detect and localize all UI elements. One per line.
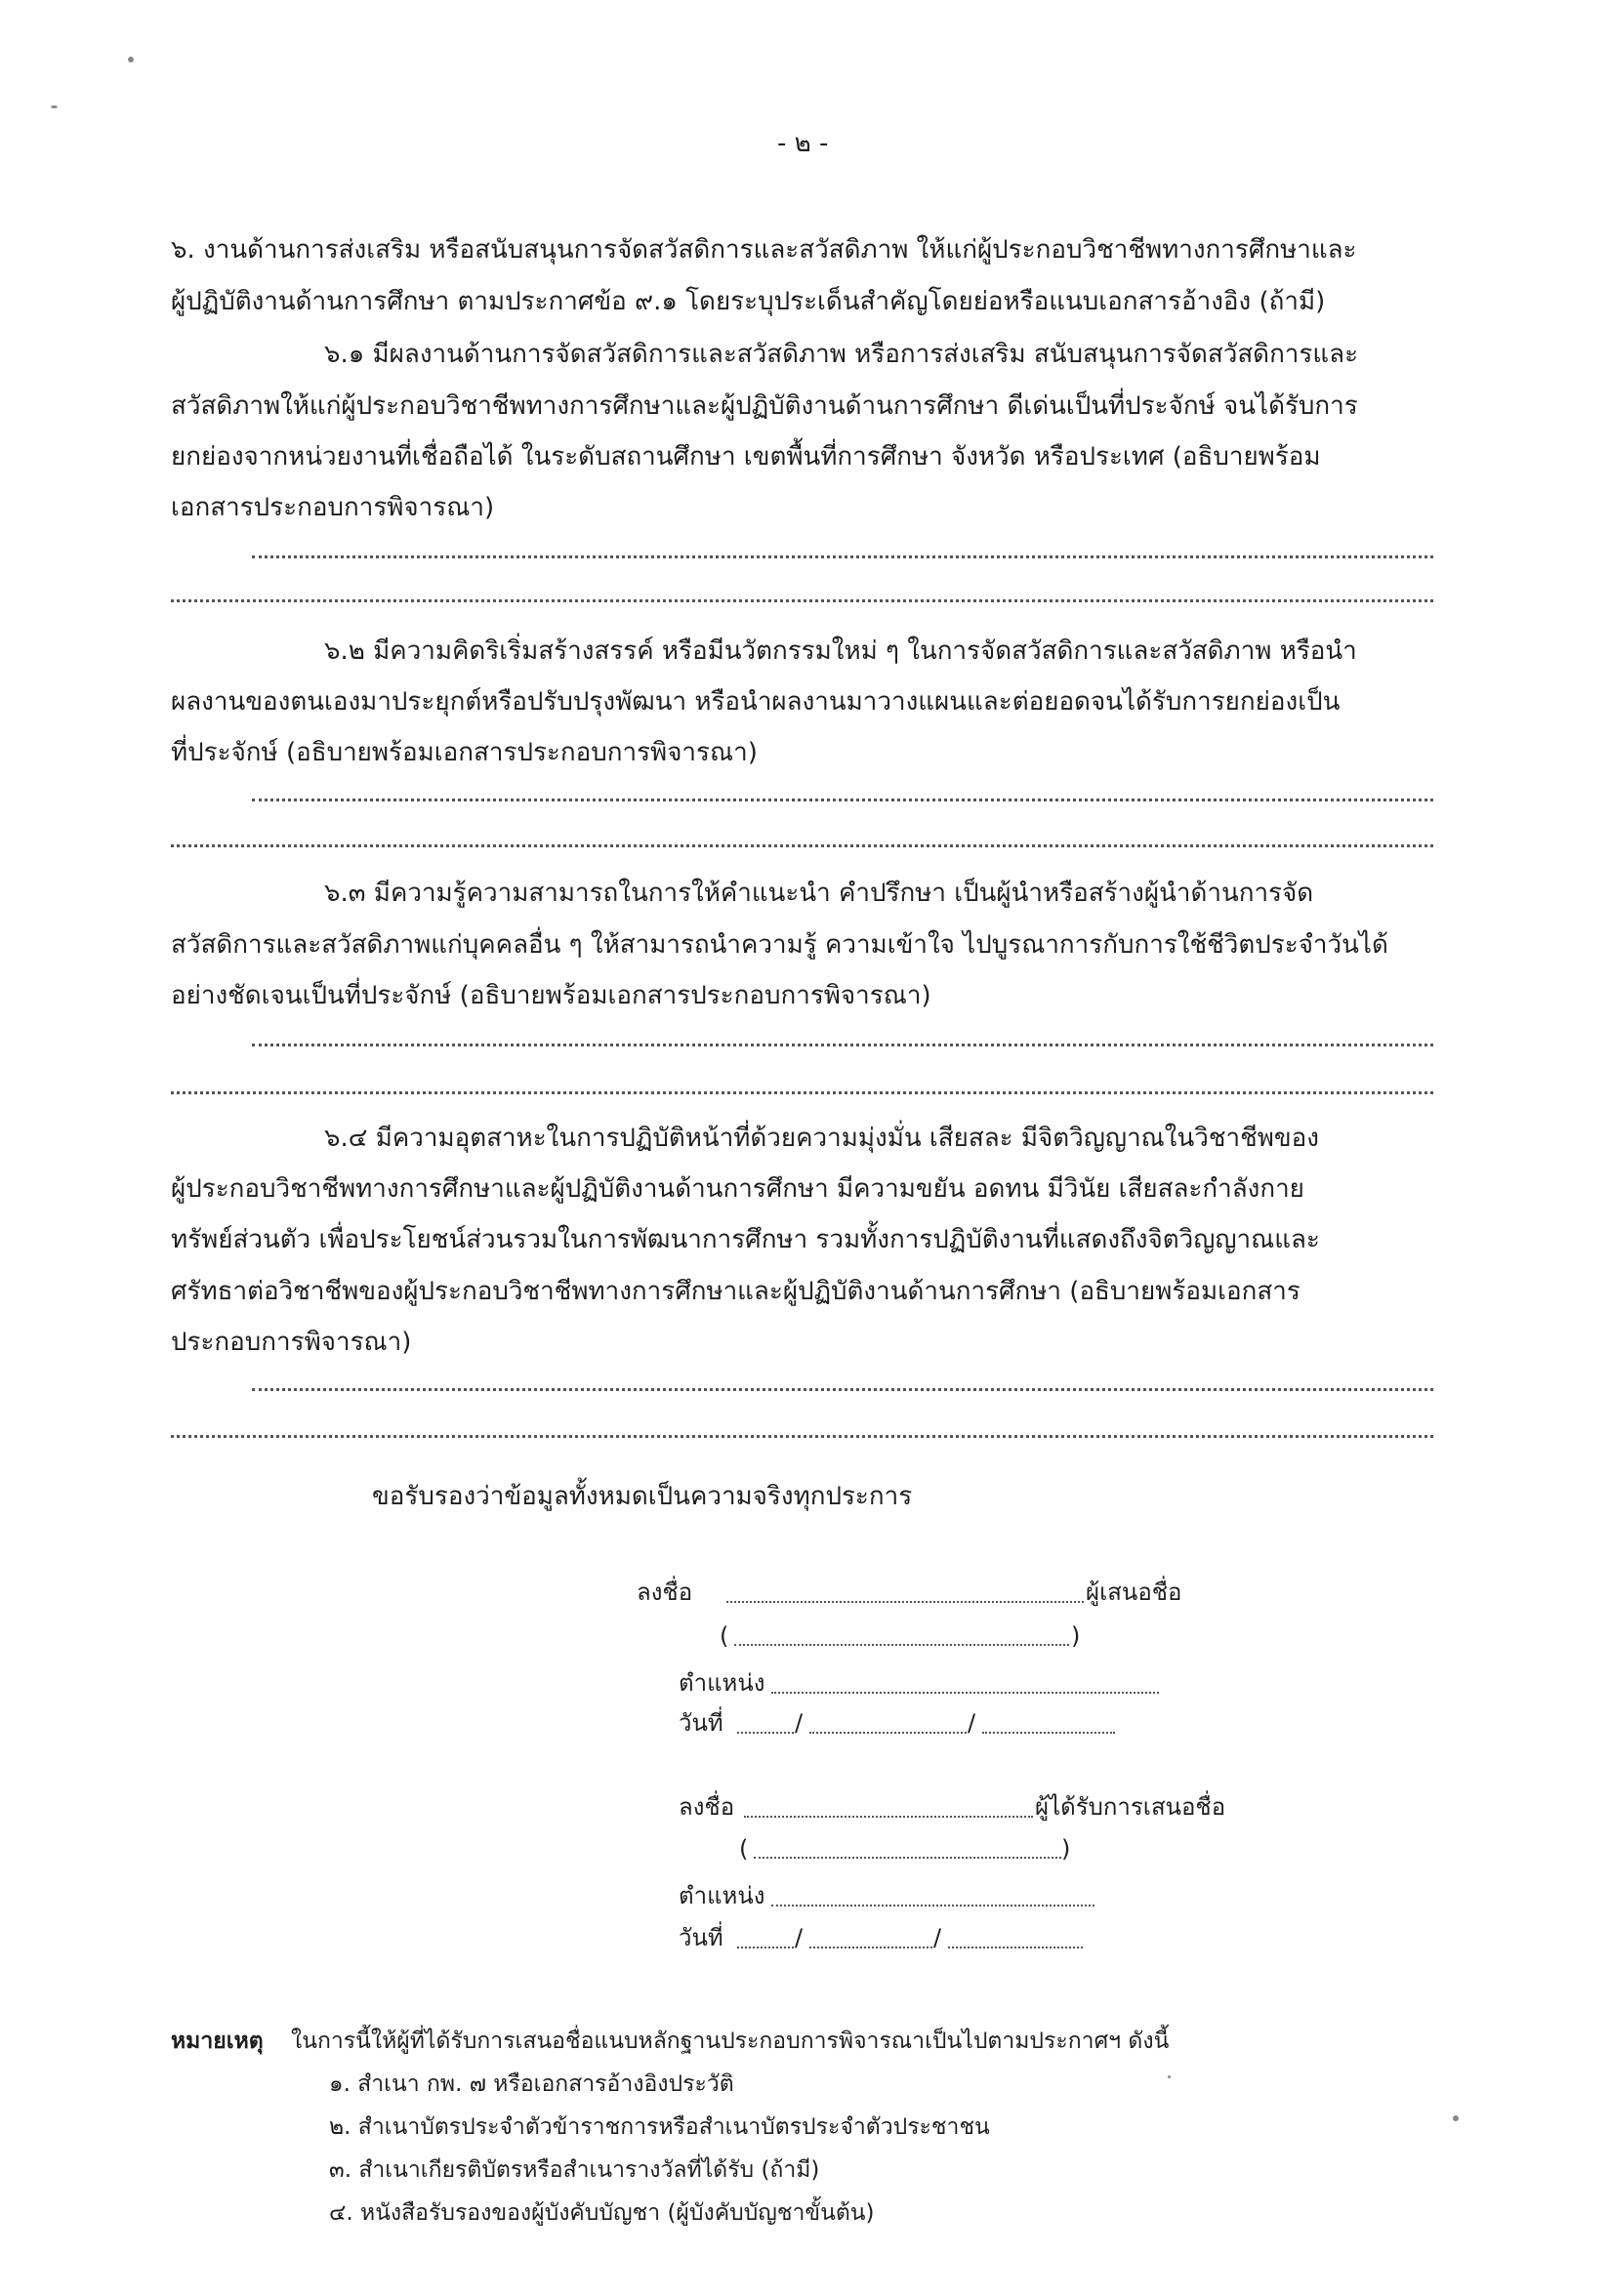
sign-label: ลงชื่อ — [679, 1793, 735, 1821]
note-item: ๒. สำเนาบัตรประจำตัวข้าราชการหรือสำเนาบัตรประจำตัวประชาชน — [329, 2114, 990, 2140]
sign-label: ลงชื่อ — [637, 1578, 693, 1606]
signature-line[interactable] — [726, 1601, 1084, 1603]
date-day-line[interactable] — [737, 1947, 794, 1948]
position-line[interactable] — [771, 1692, 1159, 1694]
nominee-role-label: ผู้ได้รับการเสนอชื่อ — [1035, 1793, 1226, 1821]
note-item: ๔. หนังสือรับรองของผู้บังคับบัญชา (ผู้บังคับบัญชาขั้นต้น) — [329, 2200, 875, 2226]
paren-close: ) — [1061, 1835, 1071, 1863]
scan-speck — [128, 57, 134, 62]
date-label: วันที่ — [679, 1709, 723, 1737]
paren-close: ) — [1071, 1622, 1081, 1650]
item-6-1-line: เอกสารประกอบการพิจารณา) — [171, 493, 495, 522]
item-6-4-line: ผู้ประกอบวิชาชีพทางการศึกษาและผู้ปฏิบัติงานด้านการศึกษา มีความขยัน อดทน มีวินัย เสียสละกำลังกาย — [171, 1174, 1304, 1204]
section-heading-line: ๖. งานด้านการส่งเสริม หรือสนับสนุนการจัดสวัสดิการและสวัสดิภาพ ให้แก่ผู้ประกอบวิชาชีพทางการศึกษาและ — [171, 235, 1357, 265]
name-line[interactable] — [754, 1857, 1061, 1859]
date-separator: / — [795, 1924, 804, 1951]
date-label: วันที่ — [679, 1924, 723, 1951]
note-text: ในการนี้ให้ผู้ที่ได้รับการเสนอชื่อแนบหลักฐานประกอบการพิจารณาเป็นไปตามประกาศฯ ดังนี้ — [291, 2029, 1170, 2054]
item-6-2-line: ที่ประจักษ์ (อธิบายพร้อมเอกสารประกอบการพิจารณา) — [171, 738, 758, 767]
paren-open: ( — [739, 1835, 749, 1863]
scan-speck — [1453, 2115, 1459, 2121]
date-separator: / — [968, 1709, 976, 1737]
item-6-4-line: ประกอบการพิจารณา) — [171, 1328, 412, 1357]
item-6-4-line: ทรัพย์ส่วนตัว เพื่อประโยชน์ส่วนรวมในการพัฒนาการศึกษา รวมทั้งการปฏิบัติงานที่แสดงถึงจิตวิญญาณและ — [171, 1225, 1320, 1254]
item-6-2-line: ผลงานของตนเองมาประยุกต์หรือปรับปรุงพัฒนา หรือนำผลงานมาวางแผนและต่อยอดจนได้รับการยกย่องเป็น — [171, 687, 1341, 717]
answer-line[interactable] — [252, 1388, 1433, 1391]
date-separator: / — [933, 1924, 942, 1951]
date-day-line[interactable] — [737, 1732, 794, 1734]
signature-line[interactable] — [744, 1816, 1033, 1818]
item-6-1-line: ๖.๑ มีผลงานด้านการจัดสวัสดิการและสวัสดิภาพ หรือการส่งเสริม สนับสนุนการจัดสวัสดิการและ — [324, 340, 1359, 369]
paren-open: ( — [720, 1622, 729, 1650]
answer-line[interactable] — [171, 1091, 1433, 1094]
position-label: ตำแหน่ง — [679, 1669, 765, 1697]
scan-speck — [1168, 2075, 1171, 2078]
item-6-1-line: สวัสดิภาพให้แก่ผู้ประกอบวิชาชีพทางการศึกษาและผู้ปฏิบัติงานด้านการศึกษา ดีเด่นเป็นที่ประจักษ์ จนได้รับการ — [171, 391, 1358, 421]
section-heading-line: ผู้ปฏิบัติงานด้านการศึกษา ตามประกาศข้อ ๙.๑ โดยระบุประเด็นสำคัญโดยย่อหรือแนบเอกสารอ้างอิง (ถ้ามี) — [171, 287, 1326, 316]
scan-speck — [51, 105, 58, 108]
note-item: ๓. สำเนาเกียรติบัตรหรือสำเนารางวัลที่ได้รับ (ถ้ามี) — [329, 2157, 820, 2183]
position-line[interactable] — [771, 1905, 1094, 1906]
answer-line[interactable] — [171, 1435, 1433, 1438]
item-6-3-line: สวัสดิการและสวัสดิภาพแก่บุคคลอื่น ๆ ให้สามารถนำความรู้ ความเข้าใจ ไปบูรณาการกับการใช้ชีวิตประจำวันได้ — [171, 930, 1388, 960]
name-line[interactable] — [734, 1644, 1069, 1646]
proposer-role-label: ผู้เสนอชื่อ — [1086, 1578, 1182, 1606]
item-6-3-line: อย่างชัดเจนเป็นที่ประจักษ์ (อธิบายพร้อมเอกสารประกอบการพิจารณา) — [171, 981, 931, 1010]
item-6-4-line: ๖.๔ มีความอุตสาหะในการปฏิบัติหน้าที่ด้วยความมุ่งมั่น เสียสละ มีจิตวิญญาณในวิชาชีพของ — [324, 1124, 1319, 1153]
answer-line[interactable] — [252, 799, 1433, 801]
item-6-2-line: ๖.๒ มีความคิดริเริ่มสร้างสรรค์ หรือมีนวัตกรรมใหม่ ๆ ในการจัดสวัสดิการและสวัสดิภาพ หรือนำ — [324, 636, 1357, 666]
item-6-3-line: ๖.๓ มีความรู้ความสามารถในการให้คำแนะนำ คำปรึกษา เป็นผู้นำหรือสร้างผู้นำด้านการจัด — [324, 879, 1314, 908]
note-item: ๑. สำเนา กพ. ๗ หรือเอกสารอ้างอิงประวัติ — [329, 2071, 734, 2097]
answer-line[interactable] — [252, 555, 1433, 558]
certification-statement: ขอรับรองว่าข้อมูลทั้งหมดเป็นความจริงทุกประการ — [372, 1482, 913, 1511]
item-6-4-line: ศรัทธาต่อวิชาชีพของผู้ประกอบวิชาชีพทางการศึกษาและผู้ปฏิบัติงานด้านการศึกษา (อธิบายพร้อมเอกสาร — [171, 1277, 1300, 1306]
page-number: - ๒ - — [777, 129, 829, 158]
item-6-1-line: ยกย่องจากหน่วยงานที่เชื่อถือได้ ในระดับสถานศึกษา เขตพื้นที่การศึกษา จังหวัด หรือประเทศ (อธิบายพร้อม — [171, 442, 1321, 472]
answer-line[interactable] — [171, 599, 1433, 602]
date-month-line[interactable] — [809, 1732, 967, 1734]
answer-line[interactable] — [252, 1044, 1433, 1046]
date-year-line[interactable] — [948, 1947, 1083, 1948]
note-heading: หมายเหตุ — [171, 2029, 264, 2054]
position-label: ตำแหน่ง — [679, 1882, 765, 1909]
date-year-line[interactable] — [982, 1732, 1115, 1734]
date-month-line[interactable] — [809, 1947, 932, 1948]
date-separator: / — [795, 1709, 804, 1737]
answer-line[interactable] — [171, 844, 1433, 847]
